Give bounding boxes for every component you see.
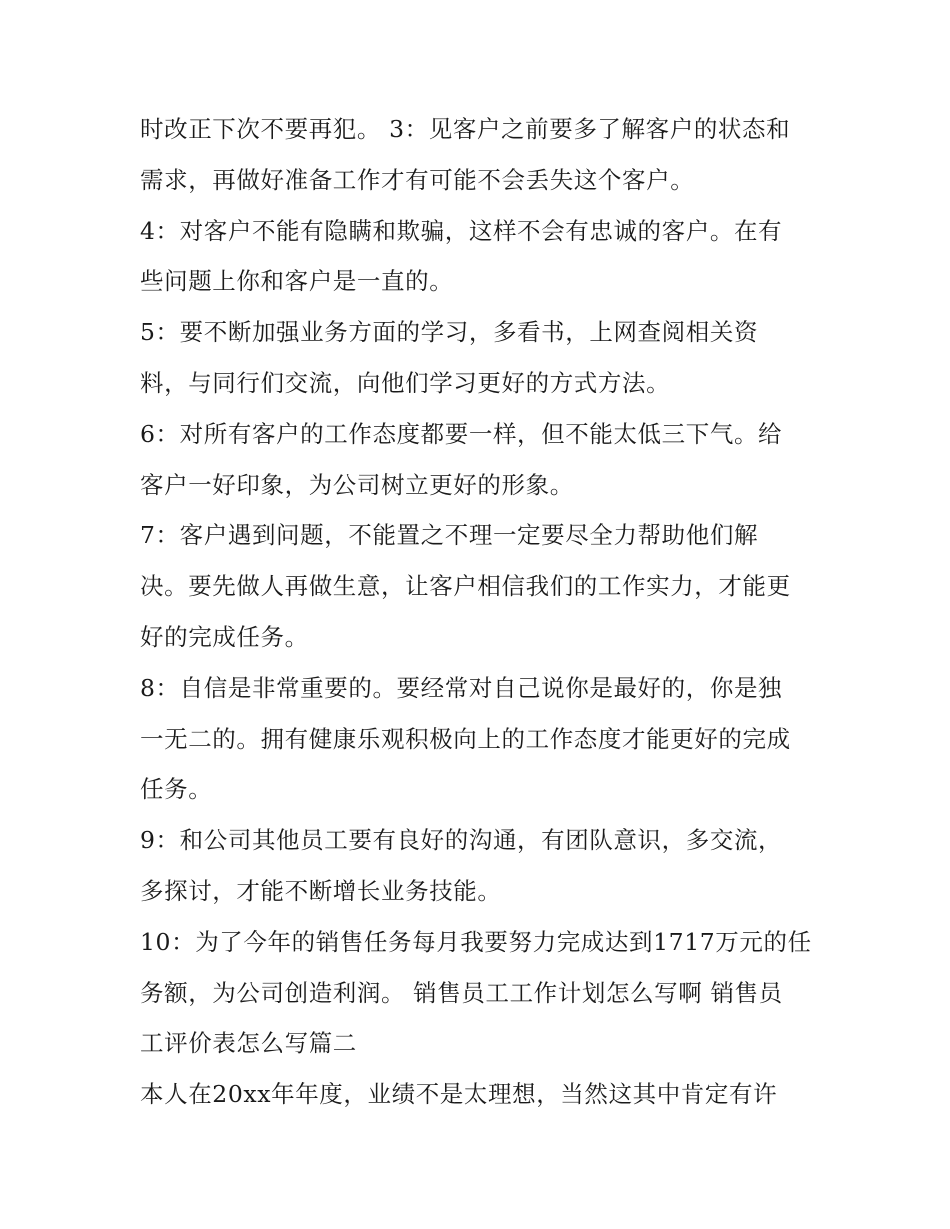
text-line: 好的完成任务。 [140,622,309,651]
text-line: 任务。 [140,775,213,804]
text-line: 7：客户遇到问题，不能置之不理一定要尽全力帮助他们解 [140,521,759,550]
text-line: 9：和公司其他员工要有良好的沟通，有团队意识，多交流， [140,826,783,855]
text-line: 8：自信是非常重要的。要经常对自己说你是最好的，你是独 [140,673,783,702]
text-line: 需求，再做好准备工作才有可能不会丢失这个客户。 [140,165,695,194]
text-line: 本人在20xx年年度，业绩不是太理想，当然这其中肯定有许 [140,1080,778,1109]
text-line: 务额，为公司创造利润。 销售员工工作计划怎么写啊 销售员 [140,978,783,1007]
text-line: 多探讨，才能不断增长业务技能。 [140,876,502,905]
text-line: 料，与同行们交流，向他们学习更好的方式方法。 [140,368,671,397]
text-line: 6：对所有客户的工作态度都要一样，但不能太低三下气。给 [140,419,783,448]
text-line: 5：要不断加强业务方面的学习，多看书，上网查阅相关资 [140,318,759,347]
text-line: 客户一好印象，为公司树立更好的形象。 [140,470,574,499]
text-line: 一无二的。拥有健康乐观积极向上的工作态度才能更好的完成 [140,724,791,753]
text-line: 4：对客户不能有隐瞒和欺骗，这样不会有忠诚的客户。在有 [140,216,783,245]
text-line: 时改正下次不要再犯。 3：见客户之前要多了解客户的状态和 [140,115,791,143]
document-body [140,104,830,1120]
text-line: 10：为了今年的销售任务每月我要努力完成达到1717万元的任 [140,927,812,956]
text-line: 决。要先做人再做生意，让客户相信我们的工作实力，才能更 [140,572,791,601]
text-line: 工评价表怎么写篇二 [140,1029,357,1058]
text-line: 些问题上你和客户是一直的。 [140,267,454,296]
